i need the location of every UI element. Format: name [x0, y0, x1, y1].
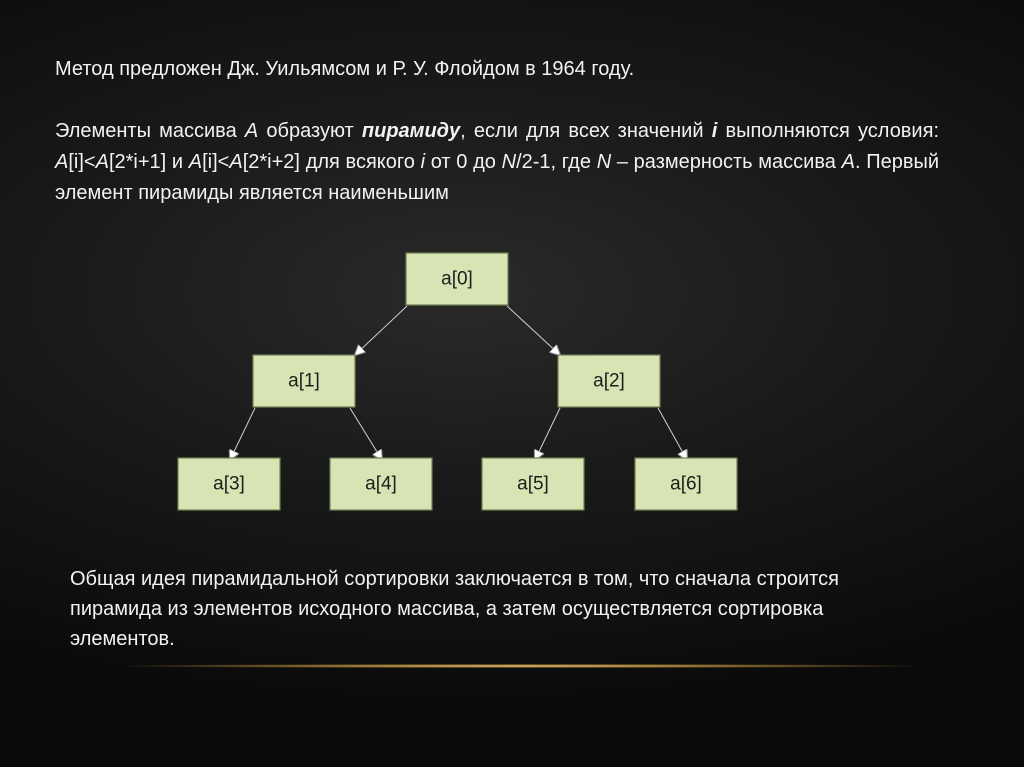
text-run: [2*i+1] и [108, 151, 189, 173]
text-run: [2*i+2] для всякого [242, 151, 421, 173]
node-label: a[2] [593, 370, 625, 392]
var-a: A [244, 120, 259, 142]
heap-tree-diagram [170, 245, 750, 520]
var-a: A [188, 151, 203, 173]
text-run: Элементы массива [55, 120, 245, 142]
tree-node-3 [178, 458, 280, 510]
edge-1-3 [230, 408, 255, 460]
edge-0-1 [355, 306, 407, 355]
var-n: N [501, 151, 517, 173]
text-run: , если для всех значений [460, 120, 712, 142]
text-run: [i]< [68, 151, 96, 173]
node-label: a[5] [517, 473, 549, 495]
summary-text: Общая идея пирамидальной сортировки заключается в том, что сначала строится пирамида из элементов исходного массива, а затем осуществляется сортировка элементов. [70, 568, 839, 650]
tree-node-6 [635, 458, 737, 510]
intro-text: Метод предложен Дж. Уильямсом и Р. У. Флойдом в 1964 году. [55, 58, 635, 80]
var-n: N [596, 151, 612, 173]
node-label: a[0] [441, 268, 473, 290]
var-i: i [420, 151, 426, 173]
text-run: /2-1, где [516, 151, 597, 173]
text-run: от 0 до [425, 151, 502, 173]
text-run: – размерность массива [611, 151, 842, 173]
var-a: A [841, 151, 855, 173]
text-run: [i]< [202, 151, 230, 173]
tree-node-4 [330, 458, 432, 510]
var-a: A [229, 151, 243, 173]
node-label: a[1] [288, 370, 320, 392]
node-label: a[4] [365, 473, 397, 495]
decorative-glow-line [130, 664, 910, 668]
node-label: a[3] [213, 473, 245, 495]
tree-node-5 [482, 458, 584, 510]
var-a: A [95, 151, 109, 173]
tree-node-2 [558, 355, 660, 407]
var-a: A [55, 151, 69, 173]
edge-1-4 [350, 408, 382, 460]
text-run: выполняются условия: [717, 120, 939, 142]
node-label: a[6] [670, 473, 702, 495]
term-pyramid: пирамиду [361, 120, 461, 142]
edge-0-2 [507, 306, 560, 355]
text-run: . Первый элемент пирамиды является наименьшим [55, 151, 939, 204]
tree-node-1 [253, 355, 355, 407]
edge-2-6 [658, 408, 687, 460]
text-run: образуют [258, 120, 362, 142]
tree-node-0 [406, 253, 508, 305]
definition-text [55, 116, 939, 209]
var-i: i [711, 120, 718, 142]
edge-2-5 [535, 408, 560, 460]
